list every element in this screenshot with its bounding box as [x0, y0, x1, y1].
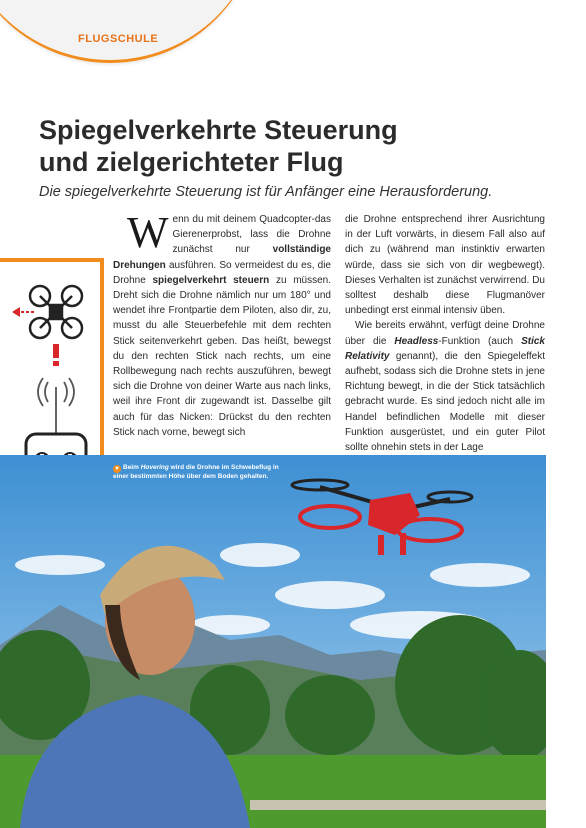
- text-run: genannt), die den Spiegeleffekt aufhebt, sodass sich die Drohne stets in jene Richtung bewegt, in die der Stick tatsächlich gebracht wurde. Es sind jedoch nicht alle im Handel befindlichen Modelle mit dieser Funktion ausgerüstet, und ein guter Pilot sollte ohnehin stets in der Lage: [345, 350, 545, 454]
- text-run-bold-italic: Stick Relativity: [345, 335, 545, 362]
- caption-run: wird die Drohne im Schwebeflug in einer bestimmten Höhe über dem Boden gehalten.: [113, 464, 279, 480]
- paragraph: [345, 318, 545, 455]
- text-run-bold: spiegelverkehrt steuern: [152, 274, 270, 286]
- photo-illustration: [0, 455, 546, 828]
- text-run: Wie bereits erwähnt, verfügt deine Drohne über die: [345, 320, 545, 347]
- warning-exclamation-icon: [53, 344, 59, 366]
- text-column-1: [113, 208, 331, 440]
- paragraph: [113, 208, 331, 440]
- section-label: FLUGSCHULE: [78, 33, 159, 45]
- text-run: enn du mit deinem Quadcopter-das Gierenerprobst, lass die Drohne zunächst nur: [172, 214, 331, 256]
- hovering-photo: [0, 455, 546, 828]
- drone-topview-icon: [30, 286, 82, 338]
- text-run: zu müssen. Dreht sich die Drohne nämlich nur um 180° und wendet ihre Frontpartie dem Piloten, also dir, zu, musst du alle Steuerbefehle mit dem rechten Stick seitenverkehrt geben. Das heißt, bewegst du den rechten Stick nach rechts, um eine Rollbewegung nach rechts auszuführen, bewegt sich die Drohne von deiner Warte aus nach links, weil ihre Front dir zugewandt ist. Dasselbe gilt auch für das Nicken: Drückst du den rechten Stick nach vorne, bewegt sich: [113, 274, 331, 438]
- caption-run-italic: Hovering: [140, 464, 169, 471]
- text-run: ausführen. So vermeidest du es, die Drohne: [113, 259, 331, 286]
- article-title: [39, 114, 559, 178]
- article-subtitle: Die spiegelverkehrte Steuerung ist für Anfänger eine Herausforderung.: [39, 184, 493, 200]
- photo-caption: [113, 464, 283, 482]
- title-line-1: Spiegelverkehrte Steuerung: [39, 115, 398, 145]
- title-line-2: und zielgerichteter Flug: [39, 147, 344, 177]
- left-arrow-icon: [12, 307, 34, 317]
- caption-run: Beim: [123, 464, 141, 471]
- paragraph: die Drohne entsprechend ihrer Ausrichtung in der Luft vorwärts, in diesem Fall also auf dich zu (während man instinktiv erwarten würde, dass sie sich von dir wegbewegt). Dieses Verhalten ist zunächst verwirrend. Du solltest deshalb diese Flugmanöver unbedingt erst einmal intensiv üben.: [345, 214, 545, 317]
- text-run-bold-italic: Headless: [394, 335, 439, 347]
- signal-waves-icon: [38, 378, 74, 434]
- dropcap: W: [127, 208, 169, 257]
- text-run-bold: vollständige Drehungen: [113, 244, 331, 271]
- text-run: -Funktion (auch: [438, 335, 522, 347]
- location-pin-icon: ▾: [113, 465, 121, 473]
- header-tab: [0, 0, 260, 63]
- text-column-2: [345, 212, 545, 455]
